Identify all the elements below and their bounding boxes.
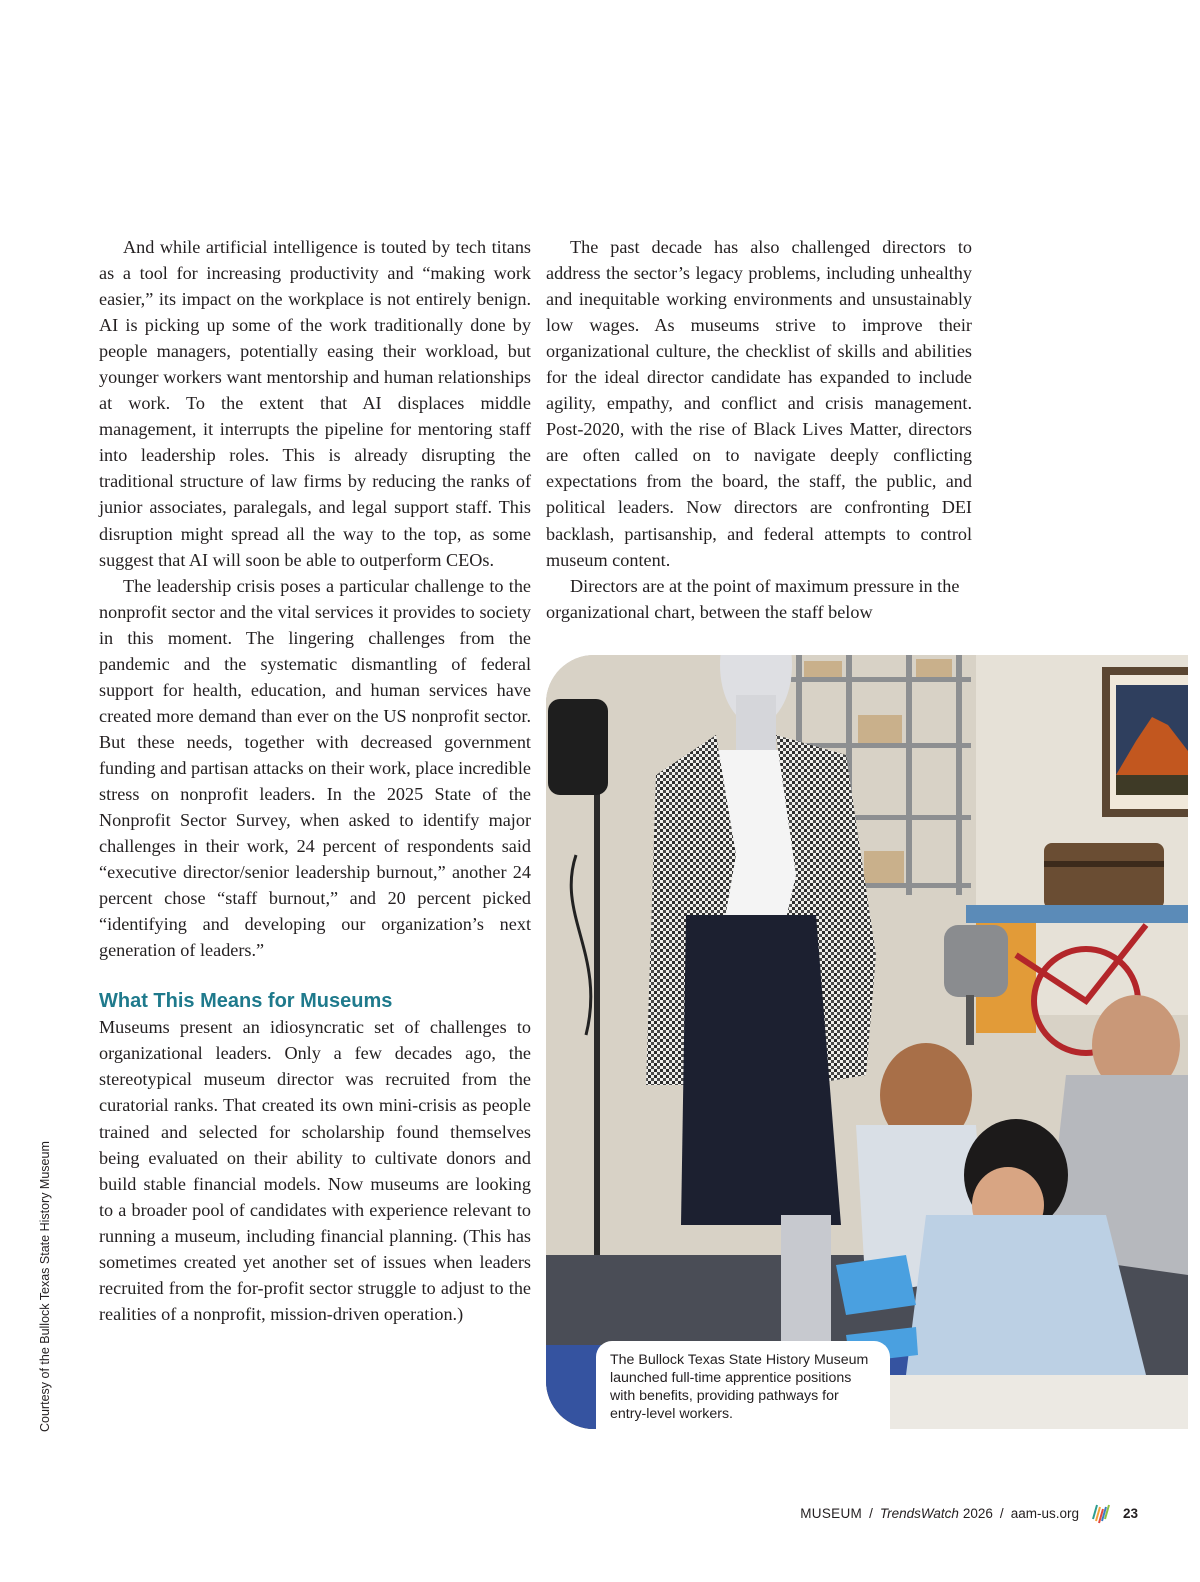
footer-separator: / bbox=[999, 1505, 1004, 1521]
footer-year: 2026 bbox=[962, 1505, 993, 1521]
body-paragraph: The past decade has also challenged directors to address the sector’s legacy problems, including unhealthy and inequitable working environments and unsustainably low wages. As museums strive to improve their organizational culture, the checklist of skills and abilities for the ideal director candidate has expanded to include agility, empathy, and conflict and crisis management. Post-2020, with the rise of Black Lives Matter, directors are often called on to navigate deeply conflicting expectations from the board, the staff, the public, and political leaders. Now directors are confronting DEI backlash, partisanship, and federal attempts to control museum content. bbox=[546, 237, 972, 570]
footer-series: TrendsWatch bbox=[879, 1505, 959, 1521]
aam-stripes-logo-icon bbox=[1087, 1501, 1111, 1525]
body-paragraph: Museums present an idiosyncratic set of challenges to organizational leaders. Only a few decades ago, the stereotypical museum director was recruited from the curatorial ranks. That created its own mini-crisis as people trained and selected for scholarship found themselves being evaluated on their ability to cultivate donors and build stable financial models. Now museums are looking to a broader pool of candidates with experience relevant to running a museum, including financial planning. (This has sometimes created yet another set of issues when leaders recruited from the for-profit sector struggle to adjust to the realities of a nonprofit, mission-driven operation.) bbox=[99, 1017, 531, 1324]
photo-credit: Courtesy of the Bullock Texas State History Museum bbox=[38, 1141, 52, 1432]
body-paragraph: The leadership crisis poses a particular challenge to the nonprofit sector and the vital services it provides to society in this moment. The lingering challenges from the pandemic and the systematic dismantling of federal support for health, education, and human services have created more demand than ever on the US nonprofit sector. But these needs, together with decreased government funding and partisan attacks on their work, place incredible stress on nonprofit leaders. In the 2025 State of the Nonprofit Sector Survey, when asked to identify major challenges in their work, 24 percent of respondents said “executive director/senior leadership burnout,” another 24 percent chose “staff burnout,” and 20 percent picked “identifying and developing our organization’s next generation of leaders.” bbox=[99, 575, 531, 961]
footer-separator: / bbox=[869, 1505, 873, 1521]
photo-caption bbox=[596, 1341, 890, 1429]
right-column bbox=[546, 234, 972, 625]
left-column bbox=[99, 234, 531, 1327]
section-heading: What This Means for Museums bbox=[99, 990, 393, 1013]
body-paragraph: And while artificial intelligence is touted by tech titans as a tool for increasing productivity and “making work easier,” its impact on the workplace is not entirely benign. AI is picking up some of the work traditionally done by people managers, potentially easing their workload, but younger workers want mentorship and human relationships at work. To the extent that AI displaces middle management, it interrupts the pipeline for mentoring staff into leadership roles. This is already disrupting the traditional structure of law firms by reducing the ranks of junior associates, paralegals, and legal support staff. This disruption might spread all the way to the top, as some suggest that AI will soon be able to outperform CEOs. bbox=[99, 237, 531, 570]
footer-website[interactable]: aam-us.org bbox=[1010, 1505, 1079, 1521]
page-number: 23 bbox=[1122, 1505, 1138, 1521]
footer-publication: MUSEUM bbox=[800, 1505, 863, 1521]
page-footer bbox=[800, 1501, 1138, 1525]
body-paragraph: Directors are at the point of maximum pressure in the organizational chart, between the staff below bbox=[546, 575, 960, 622]
photo-caption-text: The Bullock Texas State History Museum launched full-time apprentice positions with benefits, providing pathways for entry-level workers. bbox=[610, 1352, 869, 1422]
museum-apprentices-photo bbox=[546, 655, 1188, 1429]
